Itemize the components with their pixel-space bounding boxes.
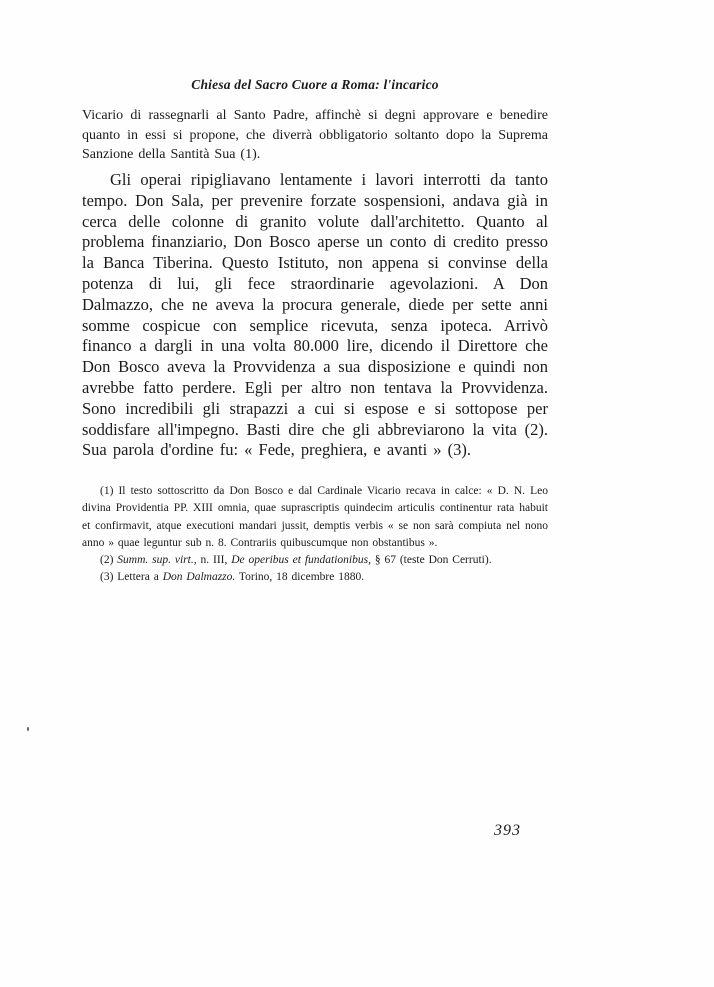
footnotes-section xyxy=(82,483,548,587)
footnote-3-start: (3) Lettera a xyxy=(100,571,163,584)
footnote-2 xyxy=(82,552,548,569)
footnote-3-addressee: Don Dalmazzo. xyxy=(162,571,236,584)
footnote-2-chapter-title: De operibus et fundationibus, xyxy=(231,554,371,567)
page-number: 393 xyxy=(494,822,521,839)
paragraph-continued: Vicario di rassegnarli al Santo Padre, affinchè si degni approvare e benedire quanto in essi si propone, che diverrà obbligatorio soltanto dopo la Suprema Sanzione della Santità Sua (1). xyxy=(82,108,548,163)
footnote-2-number: (2) xyxy=(100,554,118,567)
footnote-2-work-title: Summ. sup. virt., xyxy=(117,554,197,567)
scan-speck xyxy=(27,727,29,731)
footnote-2-mid: n. III, xyxy=(196,554,232,567)
running-head: Chiesa del Sacro Cuore a Roma: l'incarico xyxy=(191,77,439,92)
footnote-3 xyxy=(82,569,548,586)
paragraph-main: Gli operai ripigliavano lentamente i lavori interrotti da tanto tempo. Don Sala, per prevenire forzate sospensioni, andava già in cerca delle colonne di granito volute dall'architetto. Quanto al problema finanziario, Don Bosco aperse un conto di credito presso la Banca Tiberina. Questo Istituto, non appena si convinse della potenza di lui, gli fece straordinarie agevolazioni. A Don Dalmazzo, che ne aveva la procura generale, diede per sette anni somme cospicue con semplice ricevuta, senza ipoteca. Arrivò financo a dargli in una volta 80.000 lire, dicendo il Direttore che Don Bosco aveva la Provvidenza a sua disposizione e quindi non avrebbe fatto perdere. Egli per altro non tentava la Provvidenza. Sono incredibili gli strapazzi a cui si espose e si sottopose per soddisfare all'impegno. Basti dire che gli abbreviarono la vita (2). Sua parola d'ordine fu: « Fede, preghiera, e avanti » (3). xyxy=(82,170,548,460)
footnote-3-end: Torino, 18 dicembre 1880. xyxy=(235,571,365,584)
footnote-2-end: § 67 (teste Don Cerruti). xyxy=(370,554,492,567)
footnote-1: (1) Il testo sottoscritto da Don Bosco e dal Cardinale Vicario recava in calce: « D. N. Leo divina Providentia PP. XIII omnia, quae suprascriptis quindecim articulis continentur rata habuit et confirmavit, atque executioni mandari jussit, demptis verbis « se non sarà compiuta nel nono anno » quae leguntur sub n. 8. Contrariis quibuscumque non obstantibus ». xyxy=(82,485,548,549)
